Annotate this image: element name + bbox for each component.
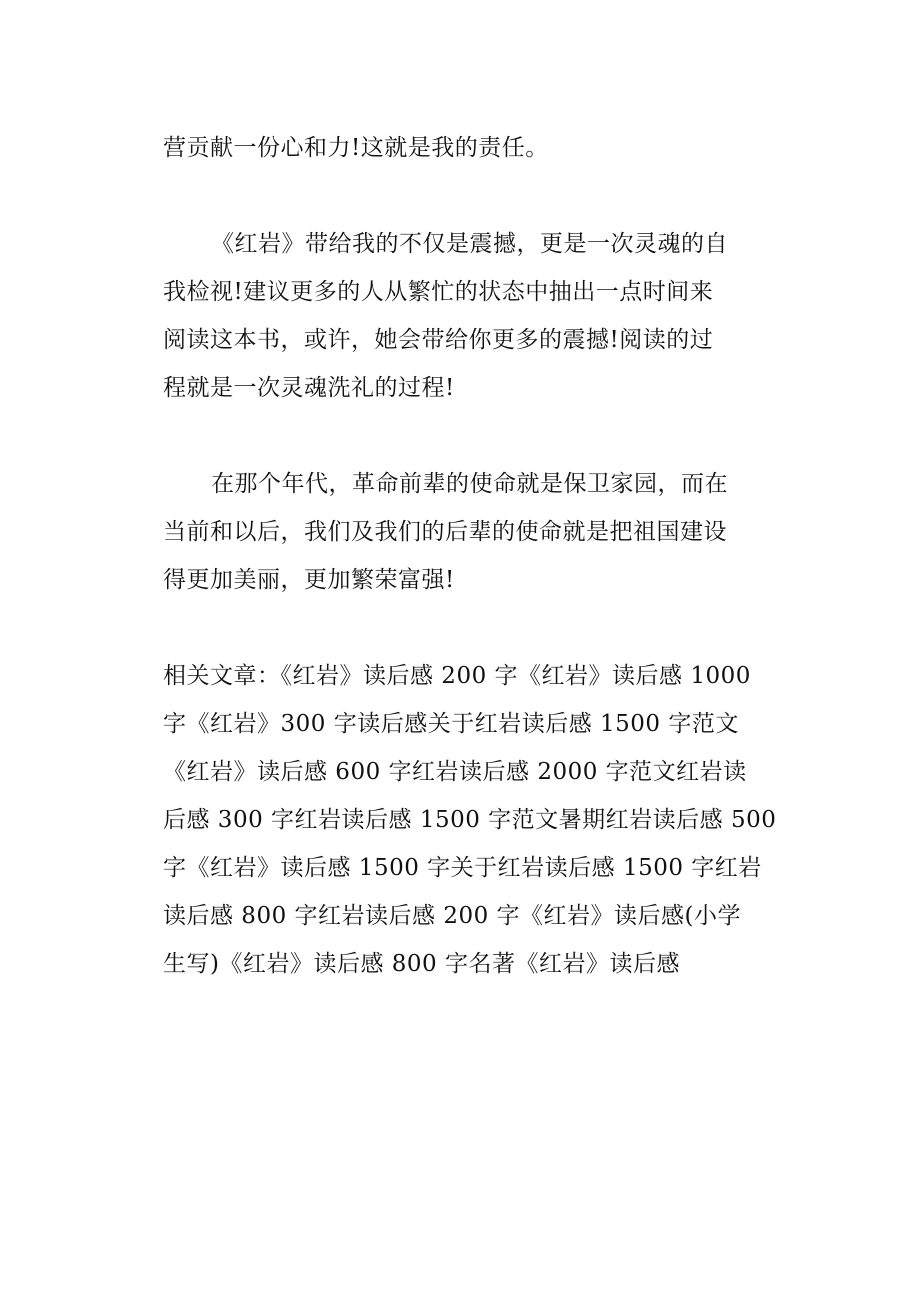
related-articles-line-6: 读后感 800 字红岩读后感 200 字《红岩》读后感(小学: [163, 903, 742, 929]
related-articles-line-3: 《红岩》读后感 600 字红岩读后感 2000 字范文红岩读: [163, 759, 747, 785]
paragraph-2-line-2: 我检视!建议更多的人从繁忙的状态中抽出一点时间来: [163, 279, 714, 305]
related-articles-line-2: 字《红岩》300 字读后感关于红岩读后感 1500 字范文: [163, 711, 739, 737]
related-articles-line-4: 后感 300 字红岩读后感 1500 字范文暑期红岩读后感 500: [163, 807, 777, 833]
paragraph-3-line-2: 当前和以后，我们及我们的后辈的使命就是把祖国建设: [163, 519, 727, 545]
paragraph-2-line-3: 阅读这本书，或许，她会带给你更多的震撼!阅读的过: [163, 327, 714, 353]
related-articles-line-1: 相关文章：《红岩》读后感 200 字《红岩》读后感 1000: [163, 663, 751, 689]
paragraph-1-line-1: 营贡献一份心和力!这就是我的责任。: [163, 135, 549, 161]
paragraph-3-line-3: 得更加美丽，更加繁荣富强!: [163, 567, 455, 593]
paragraph-2-line-4: 程就是一次灵魂洗礼的过程!: [163, 375, 455, 401]
paragraph-3-line-1: 在那个年代，革命前辈的使命就是保卫家园，而在: [211, 471, 728, 497]
paragraph-2-line-1: 《红岩》带给我的不仅是震撼，更是一次灵魂的自: [211, 231, 728, 257]
related-articles-line-7: 生写)《红岩》读后感 800 字名著《红岩》读后感: [163, 951, 680, 977]
related-articles-line-5: 字《红岩》读后感 1500 字关于红岩读后感 1500 字红岩: [163, 855, 762, 881]
